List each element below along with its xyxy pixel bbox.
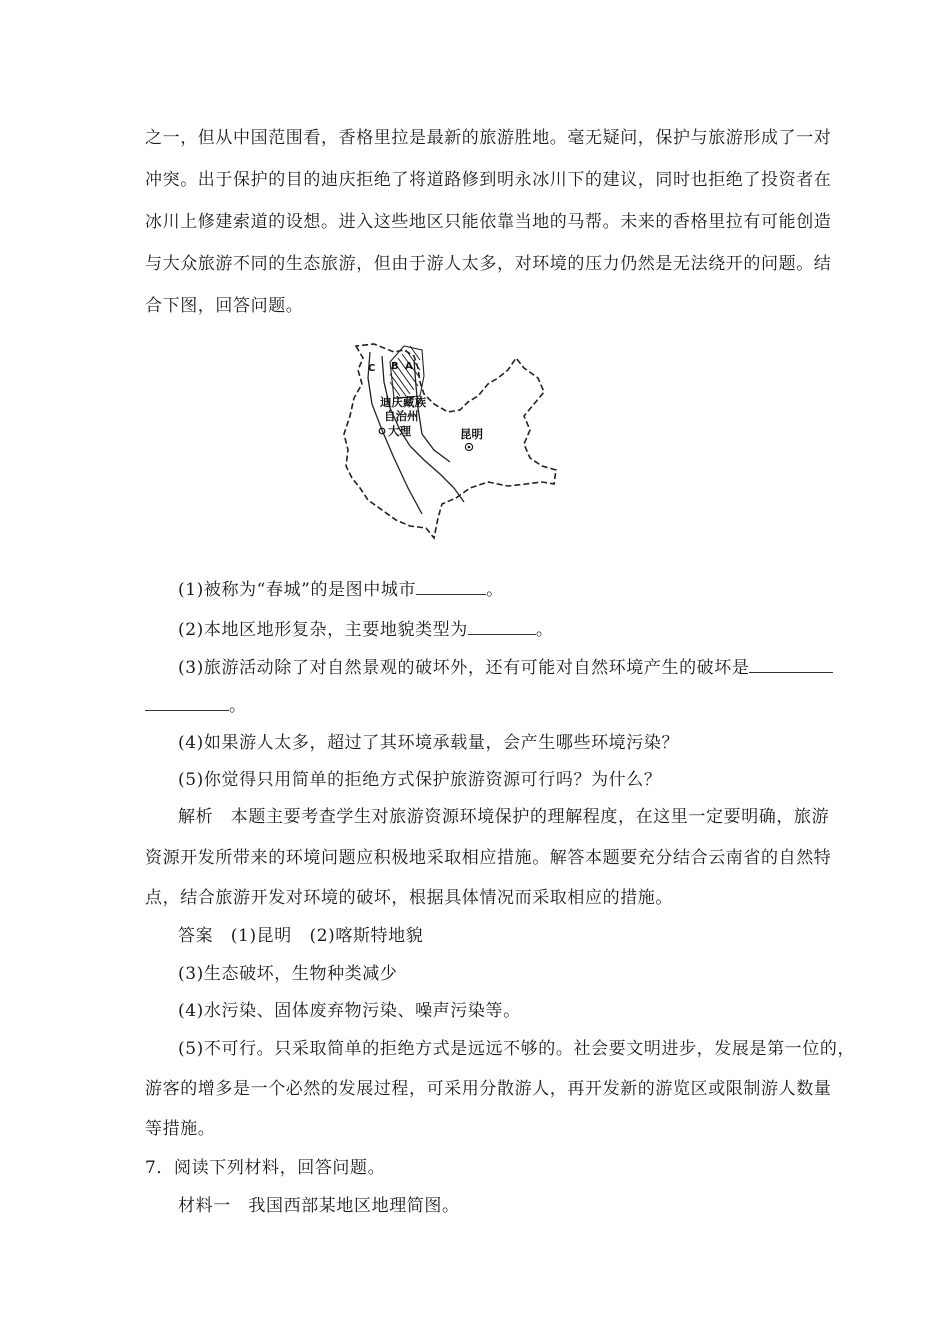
intro-line-4: 与大众旅游不同的生态旅游，但由于游人太多，对环境的压力仍然是无法绕开的问题。结: [145, 254, 832, 274]
answer-line-4: (4)水污染、固体废弃物污染、噪声污染等。: [178, 1001, 521, 1021]
question-7: 7．阅读下列材料，回答问题。: [145, 1158, 386, 1178]
question-1: (1)被称为“春城”的是图中城市 。: [178, 580, 504, 600]
answer-line-5b: 游客的增多是一个必然的发展过程，可采用分散游人，再开发新的游览区或限制游人数量: [145, 1079, 832, 1099]
map-label-a: A: [405, 361, 413, 372]
map-region-line-1: 迪庆藏族: [380, 395, 426, 409]
map-city-dali: 大理: [388, 424, 411, 438]
question-5: (5)你觉得只用简单的拒绝方式保护旅游资源可行吗？为什么？: [178, 770, 662, 790]
answer-blank-1[interactable]: [416, 578, 486, 595]
answer-line-5c: 等措施。: [145, 1119, 216, 1139]
question-4: (4)如果游人太多，超过了其环境承载量，会产生哪些环境污染？: [178, 733, 680, 753]
material-1-caption: 材料一 我国西部某地区地理简图。: [178, 1196, 460, 1216]
river-3: [410, 446, 464, 502]
question-2: (2)本地区地形复杂，主要地貌类型为 。: [178, 620, 554, 640]
answer-line-1: 答案 (1)昆明 (2)喀斯特地貌: [178, 926, 424, 946]
answer-line-5a: (5)不可行。只采取简单的拒绝方式是远远不够的。社会要文明进步，发展是第一位的，: [178, 1039, 856, 1059]
answer-blank-3b[interactable]: [145, 694, 229, 711]
map-label-b: B: [391, 361, 399, 372]
intro-line-1: 之一，但从中国范围看，香格里拉是最新的旅游胜地。毫无疑问，保护与旅游形成了一对: [145, 128, 832, 148]
analysis-line-1: 解析 本题主要考查学生对旅游资源环境保护的理解程度，在这里一定要明确，旅游: [178, 807, 830, 827]
question-3: (3)旅游活动除了对自然景观的破坏外，还有可能对自然环境产生的破坏是: [178, 656, 815, 679]
answer-blank-3a[interactable]: [749, 656, 833, 673]
map-label-c: C: [368, 363, 376, 374]
yunnan-map-figure: [338, 338, 564, 548]
map-region-line-2: 自治州: [384, 409, 419, 423]
intro-line-2: 冲突。出于保护的目的迪庆拒绝了将道路修到明永冰川下的建议，同时也拒绝了投资者在: [145, 170, 832, 190]
province-border: [344, 344, 556, 538]
question-3-cont: 。: [145, 694, 815, 717]
answer-line-3: (3)生态破坏，生物种类减少: [178, 964, 398, 984]
analysis-line-2: 资源开发所带来的环境问题应积极地采取相应措施。解答本题要充分结合云南省的自然特: [145, 848, 832, 868]
map-city-kunming: 昆明: [460, 427, 483, 441]
answer-blank-2[interactable]: [468, 618, 536, 635]
intro-line-5: 合下图，回答问题。: [145, 296, 304, 316]
analysis-line-3: 点，结合旅游开发对环境的破坏，根据具体情况而采取相应的措施。: [145, 888, 673, 908]
intro-line-3: 冰川上修建索道的设想。进入这些地区只能依靠当地的马帮。未来的香格里拉有可能创造: [145, 212, 832, 232]
